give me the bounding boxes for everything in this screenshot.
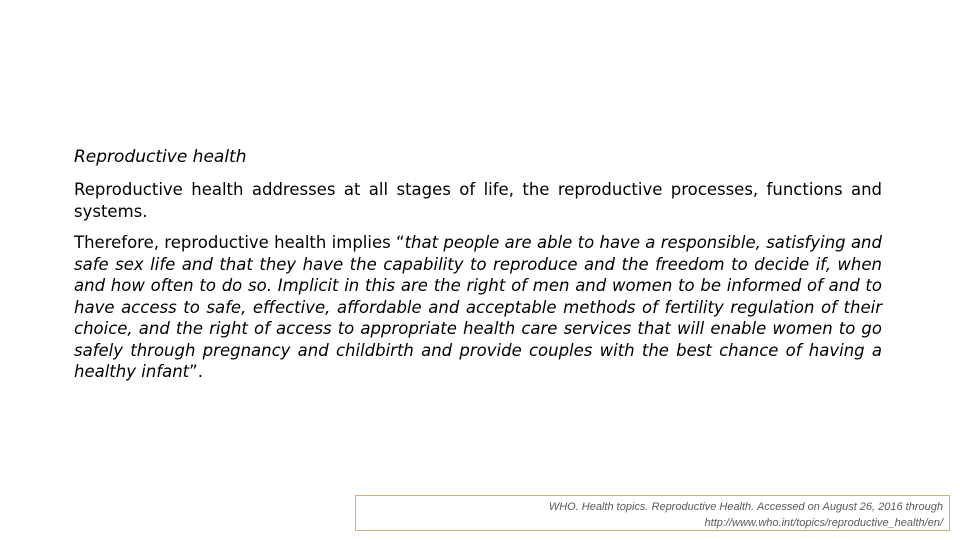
citation-line-1: WHO. Health topics. Reproductive Health. Accessed on August 26, 2016 through — [548, 501, 943, 513]
definition-paragraph: Reproductive health addresses at all stages of life, the reproductive processes, functions and systems. — [74, 180, 882, 221]
implication-paragraph — [74, 232, 882, 383]
implication-quote: that people are able to have a responsible, satisfying and safe sex life and that they have the capability to reproduce and the freedom to decide if, when and how often to do so. Implicit in this are the right of men and women to be informed of and to have access to safe, effective, affordable and acceptable methods of fertility regulation of their choice, and the right of access to appropriate health care services that will enable women to go safely through pregnancy and childbirth and provide couples with the best chance of having a healthy infant — [74, 233, 882, 381]
implication-closing: ”. — [189, 362, 203, 381]
slide-heading: Reproductive health — [74, 147, 247, 167]
implication-lead: Therefore, reproductive health implies “ — [74, 233, 405, 252]
citation-box — [355, 495, 950, 531]
citation-line-2: http://www.who.int/topics/reproductive_health/en/ — [704, 517, 943, 529]
